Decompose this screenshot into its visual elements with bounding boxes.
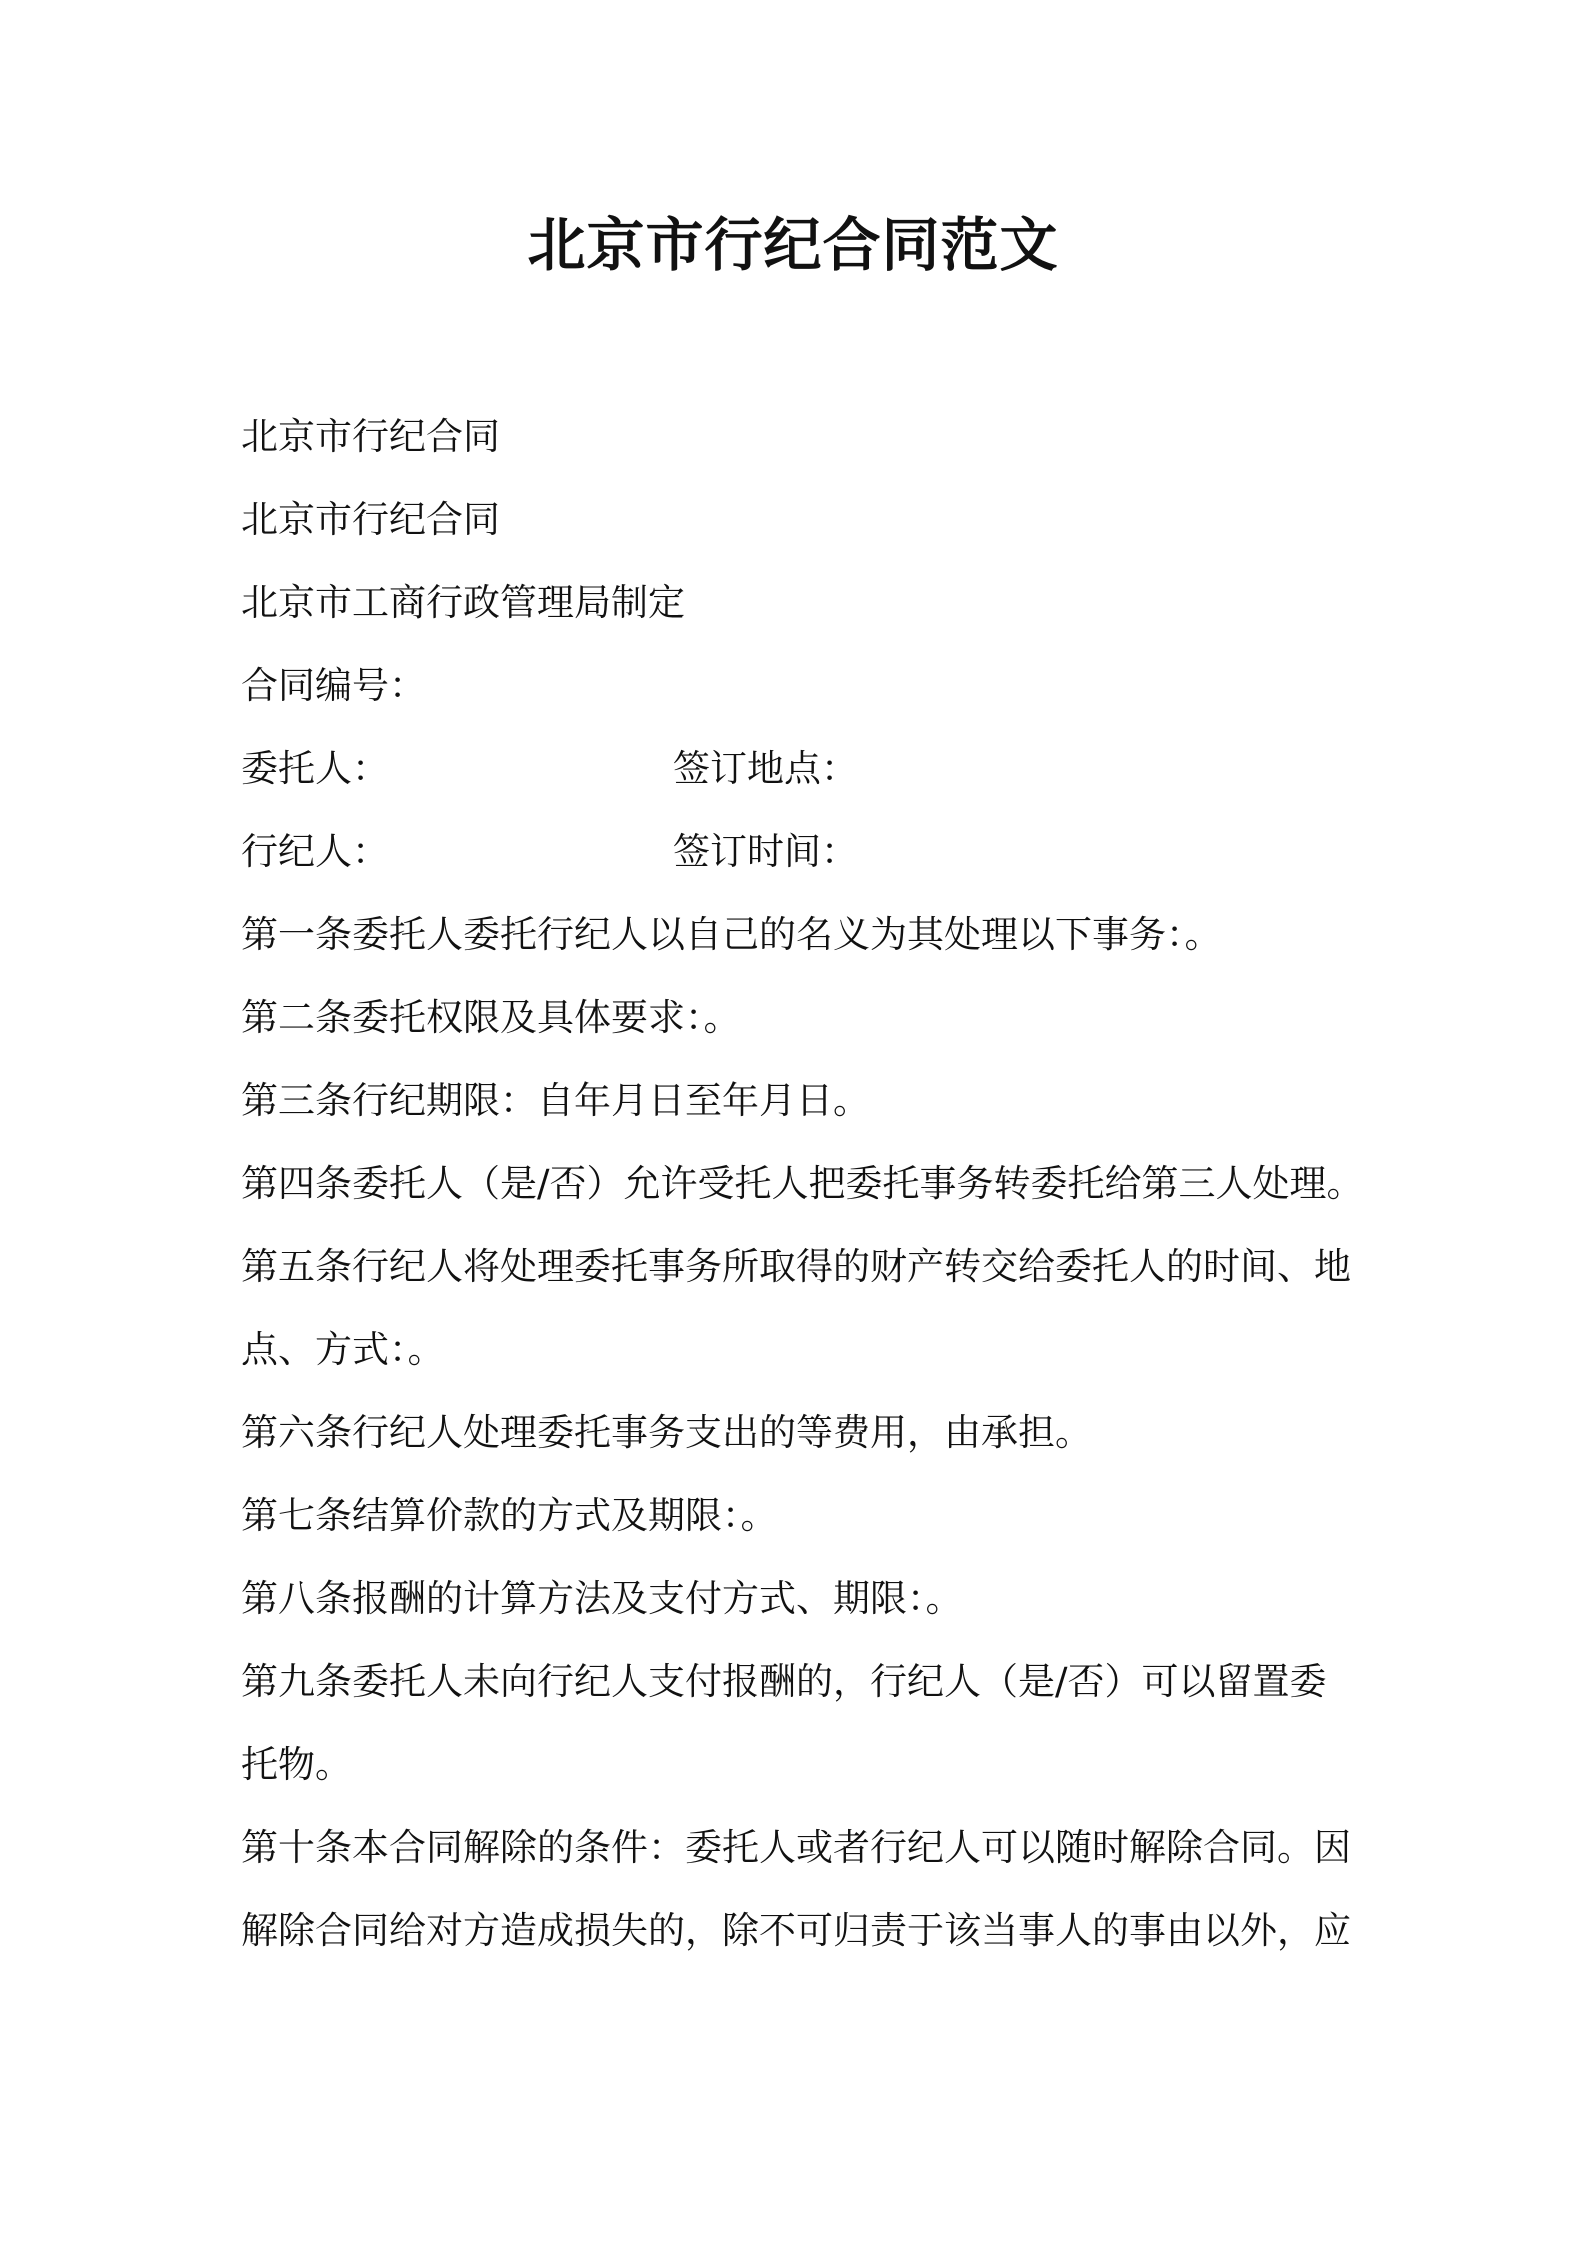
clause-line: 解除合同给对方造成损失的，除不可归责于该当事人的事由以外，应 (241, 1909, 1351, 1952)
principal-label: 委托人： (241, 747, 389, 790)
party-row (241, 825, 1361, 879)
party-row (241, 742, 1361, 796)
header-line: 北京市行纪合同 (241, 498, 500, 541)
clause-line: 第七条结算价款的方式及期限：。 (241, 1494, 778, 1537)
clause-line: 第三条行纪期限：自年月日至年月日。 (241, 1079, 870, 1122)
header-line: 北京市行纪合同 (241, 415, 500, 458)
contract-number-label: 合同编号： (241, 664, 426, 707)
clause-line: 第二条委托权限及具体要求：。 (241, 996, 741, 1039)
clause-line: 第十条本合同解除的条件：委托人或者行纪人可以随时解除合同。因 (241, 1826, 1351, 1869)
issuer-line: 北京市工商行政管理局制定 (241, 581, 685, 624)
clause-line: 第一条委托人委托行纪人以自己的名义为其处理以下事务：。 (241, 913, 1222, 956)
clause-line: 第五条行纪人将处理委托事务所取得的财产转交给委托人的时间、地 (241, 1245, 1351, 1288)
clause-line: 托物。 (241, 1743, 352, 1786)
clause-line: 第八条报酬的计算方法及支付方式、期限：。 (241, 1577, 963, 1620)
clause-line: 第九条委托人未向行纪人支付报酬的，行纪人（是/否）可以留置委 (241, 1660, 1327, 1703)
clause-line: 点、方式：。 (241, 1328, 445, 1371)
clause-line: 第四条委托人（是/否）允许受托人把委托事务转委托给第三人处理。 (241, 1162, 1364, 1205)
signing-place-label: 签订地点： (673, 747, 858, 790)
document-title: 北京市行纪合同范文 (527, 211, 1059, 279)
agent-label: 行纪人： (241, 830, 389, 873)
clause-line: 第六条行纪人处理委托事务支出的等费用，由承担。 (241, 1411, 1092, 1454)
signing-time-label: 签订时间： (673, 830, 858, 873)
